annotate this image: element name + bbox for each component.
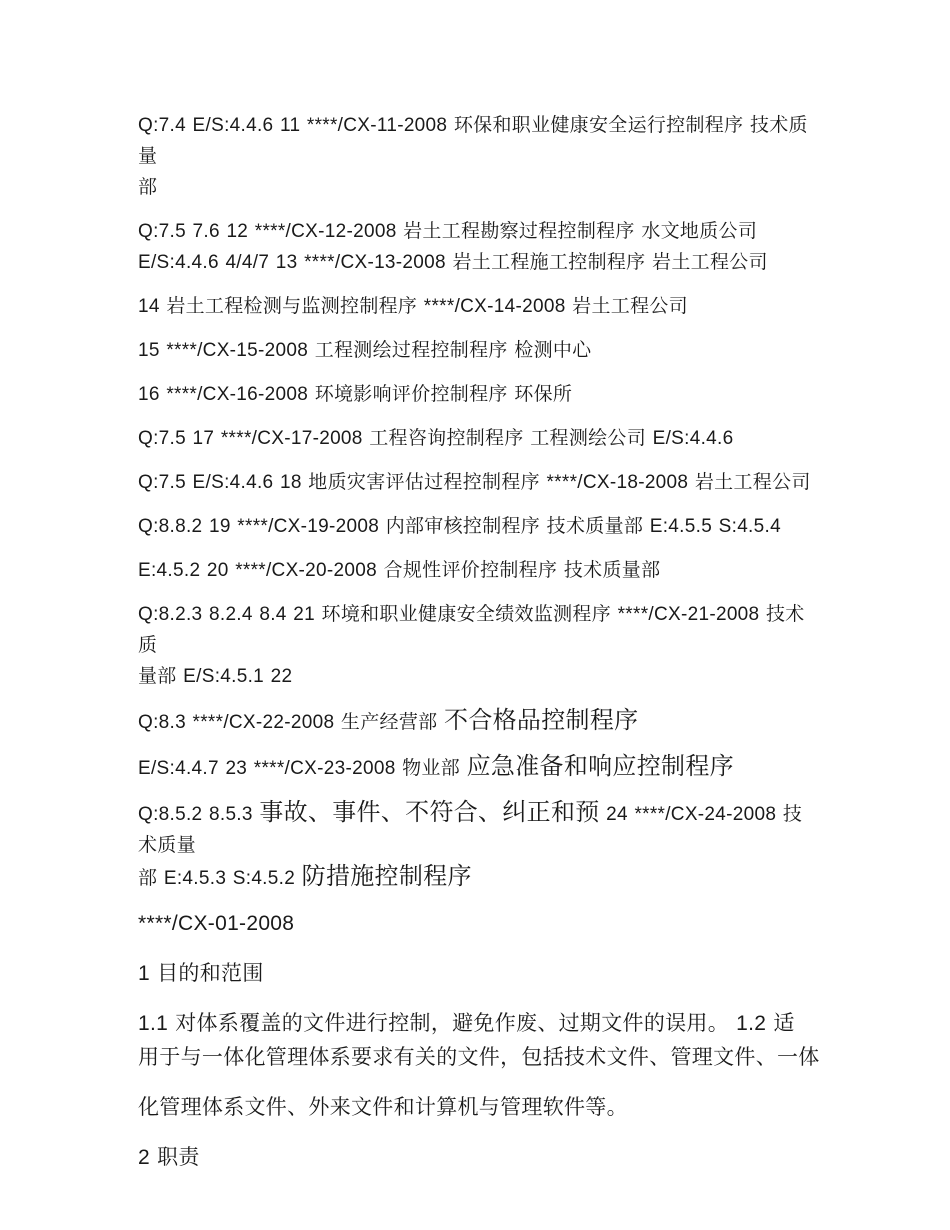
text-run: ****/CX-01-2008: [138, 912, 295, 935]
text-line: [138, 172, 820, 203]
text-run: 部: [138, 177, 158, 198]
procedure-name-emphasis: 应急准备和响应控制程序: [466, 753, 734, 780]
list-paragraph: [138, 110, 820, 203]
text-line: [138, 1091, 820, 1125]
text-line: [138, 555, 820, 586]
text-run: Q:7.5 E/S:4.4.6 18 地质灾害评估过程控制程序 ****/CX-18-2008 岩土工程公司: [138, 472, 811, 493]
text-line: [138, 379, 820, 410]
text-run: 1.1 对体系覆盖的文件进行控制，避免作废、过期文件的误用。 1.2 适: [138, 1012, 795, 1035]
text-line: [138, 335, 820, 366]
text-run: 1 目的和范围: [138, 962, 264, 985]
list-paragraph: [138, 335, 820, 366]
list-paragraph: [138, 423, 820, 454]
text-run: 部 E:4.5.3 S:4.5.2: [138, 868, 302, 889]
text-line: [138, 907, 820, 941]
text-run: 14 岩土工程检测与监测控制程序 ****/CX-14-2008 岩土工程公司: [138, 296, 688, 317]
list-paragraph: [138, 291, 820, 322]
list-paragraph: [138, 555, 820, 586]
section-paragraph: [138, 1007, 820, 1075]
text-run: Q:8.8.2 19 ****/CX-19-2008 内部审核控制程序 技术质量部 E:4.5.5 S:4.5.4: [138, 516, 781, 537]
section-paragraph: [138, 1091, 820, 1125]
text-line: [138, 1007, 820, 1041]
text-run: Q:8.3 ****/CX-22-2008 生产经营部: [138, 712, 445, 733]
text-run: 16 ****/CX-16-2008 环境影响评价控制程序 环保所: [138, 384, 573, 405]
text-run: 化管理体系文件、外来文件和计算机与管理软件等。: [138, 1096, 628, 1119]
list-paragraph: [138, 797, 820, 894]
list-paragraph: [138, 379, 820, 410]
text-line: [138, 751, 820, 784]
section-paragraph: [138, 1141, 820, 1175]
text-line: [138, 661, 820, 692]
section-paragraph: [138, 907, 820, 941]
procedure-name-emphasis: 事故、事件、不符合、纠正和预: [259, 799, 600, 826]
text-line: [138, 467, 820, 498]
text-run: 24 ****/CX-24-2008 技术质量: [138, 804, 803, 856]
text-line: [138, 705, 820, 738]
text-line: [138, 511, 820, 542]
text-run: Q:8.2.3 8.2.4 8.4 21 环境和职业健康安全绩效监测程序 ****/CX-21-2008 技术质: [138, 604, 805, 656]
text-run: 用于与一体化管理体系要求有关的文件，包括技术文件、管理文件、一体: [138, 1046, 820, 1069]
procedure-name-emphasis: 防措施控制程序: [301, 863, 472, 890]
text-line: [138, 291, 820, 322]
text-run: Q:8.5.2 8.5.3: [138, 804, 260, 825]
section-paragraph: [138, 957, 820, 991]
list-paragraph: [138, 467, 820, 498]
procedure-name-emphasis: 不合格品控制程序: [444, 707, 639, 734]
text-run: 15 ****/CX-15-2008 工程测绘过程控制程序 检测中心: [138, 340, 592, 361]
text-run: Q:7.4 E/S:4.4.6 11 ****/CX-11-2008 环保和职业健康安全运行控制程序 技术质量: [138, 115, 808, 167]
text-run: 量部 E/S:4.5.1 22: [138, 666, 293, 687]
text-line: [138, 247, 820, 278]
text-line: [138, 110, 820, 172]
list-paragraph: [138, 216, 820, 278]
document-body: [138, 110, 820, 1175]
text-line: [138, 599, 820, 661]
text-run: Q:7.5 17 ****/CX-17-2008 工程咨询控制程序 工程测绘公司 E/S:4.4.6: [138, 428, 734, 449]
list-paragraph: [138, 751, 820, 784]
text-line: [138, 861, 820, 894]
text-line: [138, 216, 820, 247]
text-run: E/S:4.4.7 23 ****/CX-23-2008 物业部: [138, 758, 467, 779]
text-run: 2 职责: [138, 1146, 200, 1169]
text-run: E/S:4.4.6 4/4/7 13 ****/CX-13-2008 岩土工程施工控制程序 岩土工程公司: [138, 252, 768, 273]
text-run: Q:7.5 7.6 12 ****/CX-12-2008 岩土工程勘察过程控制程序 水文地质公司: [138, 221, 758, 242]
text-line: [138, 423, 820, 454]
list-paragraph: [138, 511, 820, 542]
text-line: [138, 1141, 820, 1175]
text-run: E:4.5.2 20 ****/CX-20-2008 合规性评价控制程序 技术质量部: [138, 560, 661, 581]
list-paragraph: [138, 705, 820, 738]
text-line: [138, 957, 820, 991]
text-line: [138, 1041, 820, 1075]
text-line: [138, 797, 820, 861]
list-paragraph: [138, 599, 820, 692]
